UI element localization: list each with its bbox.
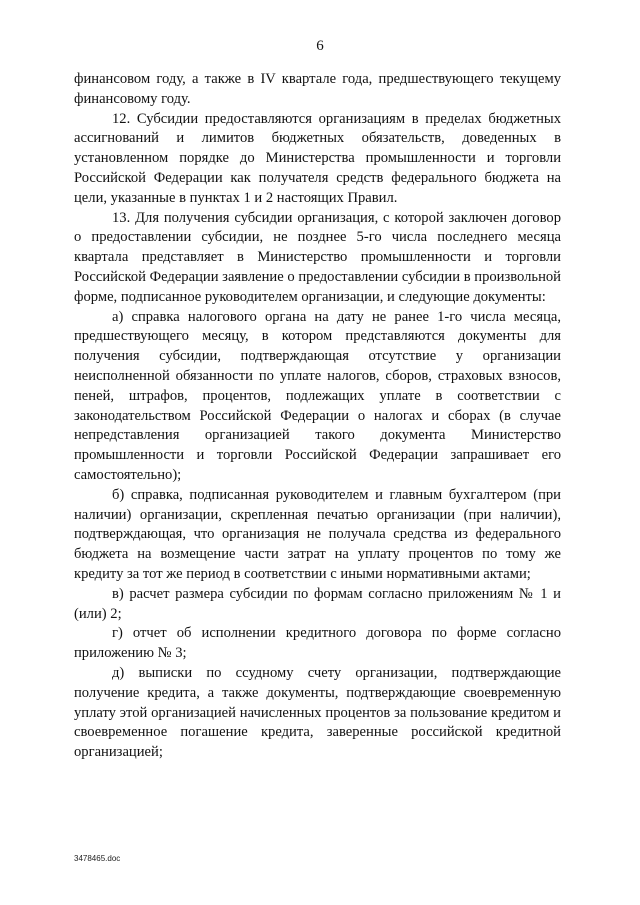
document-body <box>74 70 561 763</box>
document-file-name: 3478465.doc <box>74 854 121 863</box>
paragraph-continuation: финансовом году, а также в IV квартале года, предшествующего текущему финансовому году. <box>74 71 561 107</box>
list-item-a: а) справка налогового органа на дату не ранее 1-го числа месяца, предшествующего месяцу, в котором представляются документы для получения субсидии, подтверждающая отсутствие у организации неисполненной обязанности по уплате налогов, сборов, страховых взносов, пеней, штрафов, процентов, подлежащих уплате в соответствии с законодательством Российской Федерации о налогах и сборах (в случае непредставления организацией такого документа Министерство промышленности и торговли Российской Федерации запрашивает его самостоятельно); <box>74 308 561 483</box>
paragraph-13: 13. Для получения субсидии организация, с которой заключен договор о предоставлении субсидии, не позднее 5-го числа последнего месяца квартала представляет в Министерство промышленности и торговли Российской Федерации заявление о предоставлении субсидии в произвольной форме, подписанное руководителем организации, и следующие документы: <box>74 209 561 305</box>
list-item-d: д) выписки по ссудному счету организации, подтверждающие получение кредита, а также документы, подтверждающие своевременную уплату этой организацией начисленных процентов за пользование кредитом и своевременное погашение кредита, заверенные российской кредитной организацией; <box>74 664 561 761</box>
list-item-b: б) справка, подписанная руководителем и главным бухгалтером (при наличии) организации, скрепленная печатью организации (при наличии), подтверждающая, что организация не получала средства из федерального бюджета на возмещение части затрат на уплату процентов по тому же кредиту за тот же период в соответствии с иными нормативными актами; <box>74 486 561 582</box>
page-number: 6 <box>316 38 324 54</box>
list-item-v: в) расчет размера субсидии по формам согласно приложениям № 1 и (или) 2; <box>74 585 561 622</box>
list-item-g: г) отчет об исполнении кредитного договора по форме согласно приложению № 3; <box>74 625 561 662</box>
paragraph-12: 12. Субсидии предоставляются организациям в пределах бюджетных ассигнований и лимитов бюджетных обязательств, доведенных в установленном порядке до Министерства промышленности и торговли Российской Федерации как получателя средств федерального бюджета на цели, указанные в пунктах 1 и 2 настоящих Правил. <box>74 110 561 206</box>
